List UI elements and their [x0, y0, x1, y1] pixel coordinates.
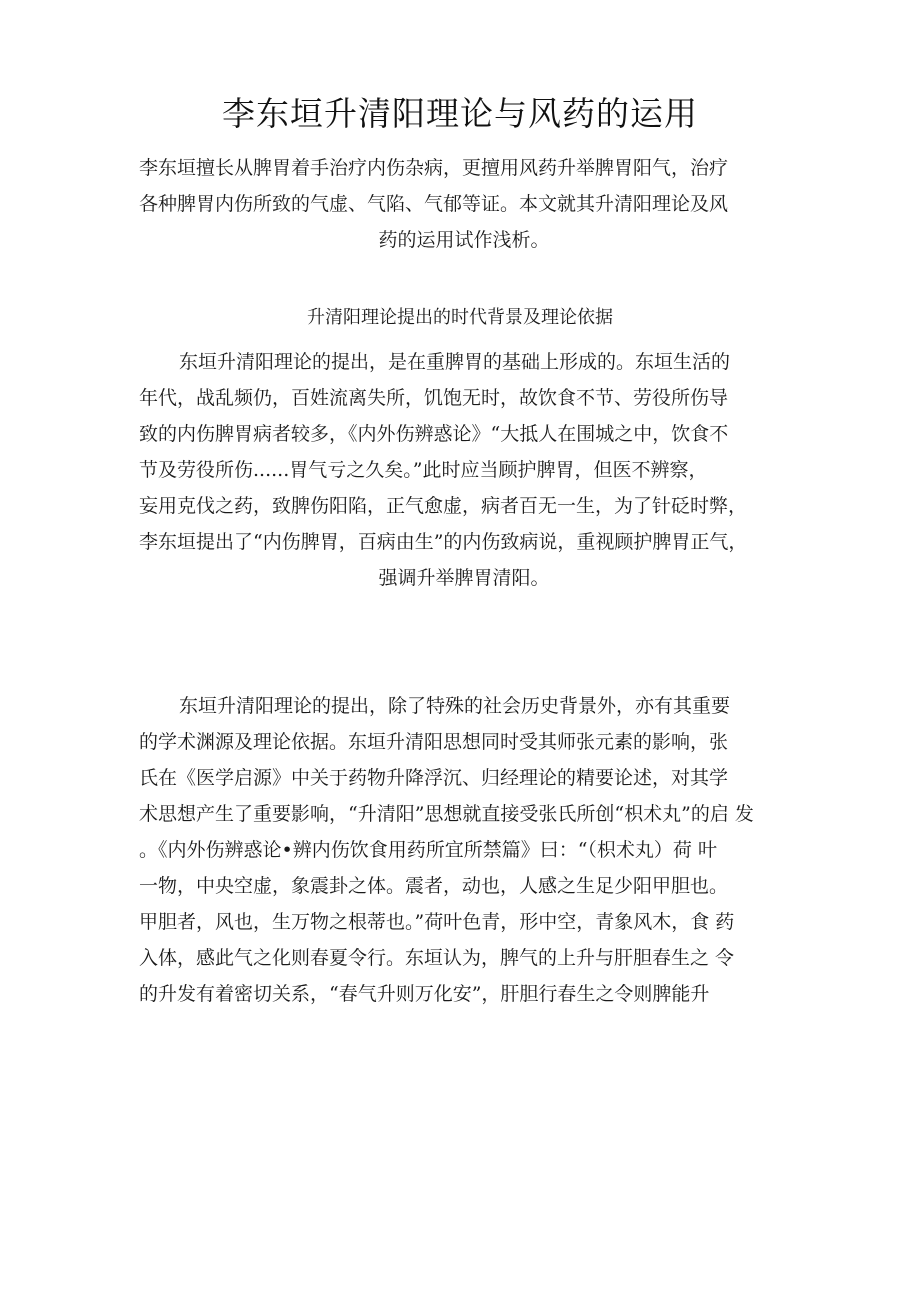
paragraph-1-line-2: 年代，战乱频仍，百姓流离失所，饥饱无时，故饮食不节、劳役所伤导: [139, 387, 729, 409]
section-heading: 升清阳理论提出的时代背景及理论依据: [307, 307, 613, 328]
paragraph-2-line-2: 的学术渊源及理论依据。东垣升清阳思想同时受其师张元素的影响，张: [139, 731, 729, 753]
paragraph-1-line-4: 节及劳役所伤......胃气亏之久矣。”此时应当顾护脾胃，但医不辨察，: [139, 459, 708, 481]
intro-line-3: 药的运用试作浅析。: [378, 229, 550, 251]
paragraph-1-line-7: 强调升举脾胃清阳。: [378, 567, 550, 589]
paragraph-2-line-6: 一物，中央空虚，象震卦之体。震者，动也，人感之生足少阳甲胆也。: [139, 875, 729, 897]
paragraph-1-line-5: 妄用克伐之药，致脾伤阳陷，正气愈虚，病者百无一生，为了针砭时弊，: [139, 495, 748, 517]
paragraph-2-line-7: 甲胆者，风也，生万物之根蒂也。”荷叶色青，形中空，青象风木，食 药: [139, 911, 735, 933]
paragraph-1-line-3: 致的内伤脾胃病者较多，《内外伤辨惑论》“大抵人在围城之中，饮食不: [139, 423, 729, 445]
intro-paragraph: [139, 150, 789, 258]
intro-line-2: 各种脾胃内伤所致的气虚、气陷、气郁等证。本文就其升清阳理论及风: [139, 193, 729, 215]
paragraph-2-line-8: 入体，感此气之化则春夏令行。东垣认为，脾气的上升与肝胆春生之 令: [139, 947, 735, 969]
paragraph-2: [139, 688, 789, 1012]
paragraph-1: [139, 344, 789, 596]
paragraph-2-line-5: 。《内外伤辨惑论•辨内伤饮食用药所宜所禁篇》曰：“（枳术丸）荷 叶: [139, 839, 717, 861]
paragraph-2-line-4: 术思想产生了重要影响，“升清阳”思想就直接受张氏所创“枳术丸”的启 发: [139, 803, 754, 825]
paragraph-1-line-1: 东垣升清阳理论的提出，是在重脾胃的基础上形成的。东垣生活的: [179, 351, 731, 373]
paragraph-2-line-3: 氏在《医学启源》中关于药物升降浮沉、归经理论的精要论述，对其学: [139, 767, 729, 789]
paragraph-2-line-9: 的升发有着密切关系，“春气升则万化安”，肝胆行春生之令则脾能升: [139, 983, 710, 1005]
paragraph-1-line-6: 李东垣提出了“内伤脾胃，百病由生”的内伤致病说，重视顾护脾胃正气，: [139, 531, 748, 553]
paragraph-2-line-1: 东垣升清阳理论的提出，除了特殊的社会历史背景外，亦有其重要: [179, 695, 731, 717]
intro-line-1: 李东垣擅长从脾胃着手治疗内伤杂病，更擅用风药升举脾胃阳气，治疗: [139, 157, 729, 179]
document-title: 李东垣升清阳理论与风药的运用: [222, 94, 698, 133]
